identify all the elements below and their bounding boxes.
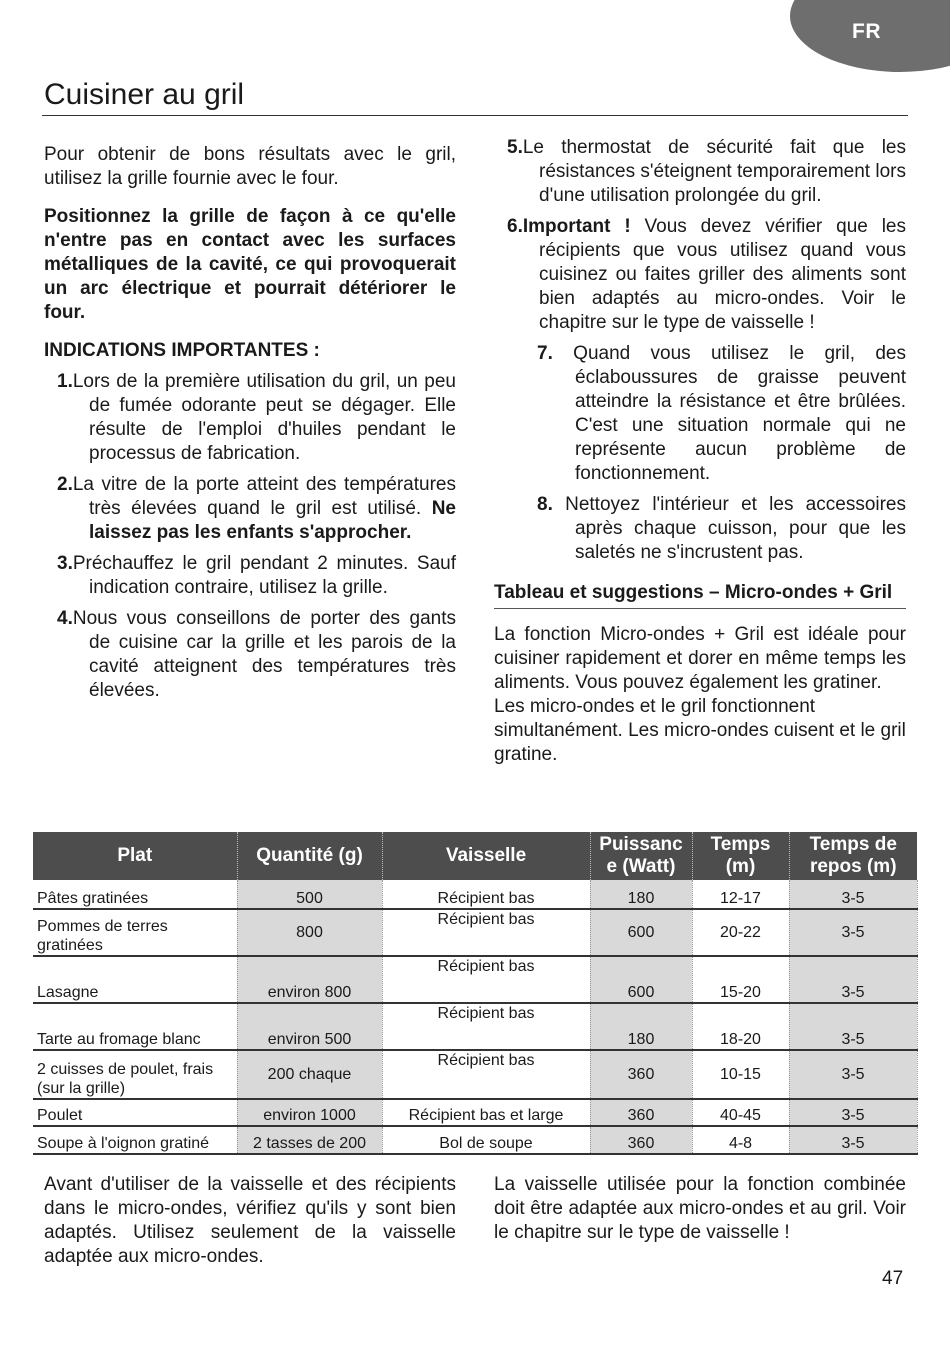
cell-repos: 3-5: [789, 956, 917, 1003]
header-repos: [789, 832, 917, 880]
cell-quantite: environ 800: [237, 956, 382, 1003]
item-bold-text: Ne laissez pas les enfants s'approcher.: [89, 498, 456, 543]
item-number: 5.: [507, 137, 523, 158]
item-text: Vous devez vérifier que les récipients que vous utilisez quand vous cuisinez ou faites griller des aliments sont bien adaptés au micro-ondes. Voir le chapitre sur le type de vaisselle !: [539, 216, 906, 333]
item-text: Quand vous utilisez le gril, des éclaboussures de graisse peuvent atteindre la résistance et être brûlées. C'est une situation normale qui ne représente aucun problème de fonctionnement.: [573, 343, 907, 484]
indications-heading: INDICATIONS IMPORTANTES :: [44, 340, 320, 361]
header-plat: Plat: [33, 832, 237, 880]
item-bold-text: Important !: [522, 216, 631, 237]
list-item-3: [44, 552, 456, 600]
footer-note-right: La vaisselle utilisée pour la fonction combinée doit être adaptée aux micro-ondes et au gril. Voir le chapitre sur le type de vaisselle !: [494, 1174, 906, 1243]
cell-temps: 18-20: [692, 1003, 789, 1050]
cell-repos: 3-5: [789, 880, 917, 909]
cell-vaisselle: Bol de soupe: [382, 1126, 590, 1154]
cell-plat: 2 cuisses de poulet, frais (sur la grille): [33, 1050, 237, 1099]
cell-temps: 12-17: [692, 880, 789, 909]
table-row: [33, 1126, 917, 1154]
item-number: 6.: [507, 216, 523, 237]
header-vaisselle: Vaisselle: [382, 832, 590, 880]
cell-quantite: 2 tasses de 200: [237, 1126, 382, 1154]
cell-quantite: 200 chaque: [237, 1050, 382, 1099]
cell-puissance: 600: [590, 956, 692, 1003]
list-item-6: [494, 215, 906, 335]
cell-vaisselle: Récipient bas: [382, 1003, 590, 1050]
header-repos-line1: Temps de: [809, 834, 897, 855]
cell-vaisselle: Récipient bas: [382, 956, 590, 1003]
cell-puissance: 360: [590, 1050, 692, 1099]
cell-vaisselle: Récipient bas et large: [382, 1099, 590, 1126]
cell-repos: 3-5: [789, 1050, 917, 1099]
combo-paragraph-2: Les micro-ondes et le gril fonctionnent simultanément. Les micro-ondes cuisent et le gril gratine.: [494, 696, 906, 765]
footer-note-left: Avant d'utiliser de la vaisselle et des récipients dans le micro-ondes, vérifiez qu'ils y sont bien adaptés. Utilisez seulement de la vaisselle adaptée aux micro-ondes.: [44, 1174, 456, 1267]
item-number: 3.: [57, 553, 73, 574]
intro-paragraph: Pour obtenir de bons résultats avec le gril, utilisez la grille fournie avec le four.: [44, 144, 456, 189]
header-puissance-line2: e (Watt): [606, 856, 676, 877]
list-item-5: [494, 136, 906, 208]
cell-plat: Tarte au fromage blanc: [33, 1003, 237, 1050]
item-number: 1.: [57, 371, 73, 392]
cooking-table: [33, 832, 918, 1155]
cell-vaisselle: Récipient bas: [382, 1050, 590, 1099]
warning-paragraph: Positionnez la grille de façon à ce qu'elle n'entre pas en contact avec les surfaces métalliques de la cavité, ce qui provoquerait un arc électrique et pourrait détériorer le four.: [44, 206, 456, 323]
language-label: FR: [852, 20, 881, 43]
cell-quantite: 800: [237, 909, 382, 956]
page-title: Cuisiner au gril: [44, 78, 245, 111]
cell-repos: 3-5: [789, 1099, 917, 1126]
item-number: 4.: [57, 608, 73, 629]
table-row: [33, 956, 917, 1003]
cell-repos: 3-5: [789, 1126, 917, 1154]
item-text: La vitre de la porte atteint des températures très élevées quand le gril est utilisé.: [72, 474, 456, 519]
cell-plat: Lasagne: [33, 956, 237, 1003]
header-puissance-line1: Puissanc: [599, 834, 683, 855]
item-text: Lors de la première utilisation du gril, un peu de fumée odorante peut se dégager. Elle résulte de l'emploi d'huiles pendant le processus de fabrication.: [72, 371, 456, 464]
table-header-row: [33, 832, 917, 880]
right-column: [494, 136, 906, 767]
item-number: 8.: [537, 494, 553, 515]
header-temps-line1: Temps: [710, 834, 771, 855]
header-quantite: Quantité (g): [237, 832, 382, 880]
cell-temps: 10-15: [692, 1050, 789, 1099]
table-row: [33, 1099, 917, 1126]
cell-temps: 20-22: [692, 909, 789, 956]
header-puissance: [590, 832, 692, 880]
cell-vaisselle: Récipient bas: [382, 880, 590, 909]
table-row: [33, 909, 917, 956]
cell-plat: Pâtes gratinées: [33, 880, 237, 909]
combo-paragraph-1: La fonction Micro-ondes + Gril est idéale pour cuisiner rapidement et dorer en même temps les aliments. Vous pouvez également les gratiner.: [494, 624, 906, 693]
cell-quantite: environ 500: [237, 1003, 382, 1050]
table-section-heading: Tableau et suggestions – Micro-ondes + Gril: [494, 581, 906, 609]
item-number: 2.: [57, 474, 73, 495]
item-text: Le thermostat de sécurité fait que les résistances s'éteignent temporairement lors d'une utilisation prolongée du gril.: [522, 137, 906, 206]
item-text: Nous vous conseillons de porter des gants de cuisine car la grille et les parois de la cavité atteignent des températures très élevées.: [72, 608, 456, 701]
item-number: 7.: [537, 343, 553, 364]
cell-temps: 15-20: [692, 956, 789, 1003]
cell-plat: Poulet: [33, 1099, 237, 1126]
cell-puissance: 360: [590, 1126, 692, 1154]
cell-temps: 40-45: [692, 1099, 789, 1126]
title-divider: [42, 115, 908, 116]
cell-quantite: 500: [237, 880, 382, 909]
cell-puissance: 360: [590, 1099, 692, 1126]
cell-repos: 3-5: [789, 909, 917, 956]
cell-puissance: 180: [590, 880, 692, 909]
cell-temps: 4-8: [692, 1126, 789, 1154]
header-temps-line2: (m): [725, 856, 756, 877]
list-item-1: [44, 370, 456, 466]
header-temps: [692, 832, 789, 880]
list-item-7: [494, 342, 906, 486]
page-number: 47: [882, 1268, 904, 1289]
item-text: Préchauffez le gril pendant 2 minutes. Sauf indication contraire, utilisez la grille.: [72, 553, 456, 598]
list-item-4: [44, 607, 456, 703]
list-item-8: [494, 493, 906, 565]
table-row: [33, 1050, 917, 1099]
table-row: [33, 1003, 917, 1050]
cell-quantite: environ 1000: [237, 1099, 382, 1126]
table-row: [33, 880, 917, 909]
cell-plat: Soupe à l'oignon gratiné: [33, 1126, 237, 1154]
item-text: Nettoyez l'intérieur et les accessoires après chaque cuisson, pour que les saletés ne s'incrustent pas.: [565, 494, 906, 563]
list-item-2: [44, 473, 456, 545]
cell-repos: 3-5: [789, 1003, 917, 1050]
cell-vaisselle: Récipient bas: [382, 909, 590, 956]
cell-plat: Pommes de terres gratinées: [33, 909, 237, 956]
header-repos-line2: repos (m): [809, 856, 897, 877]
cell-puissance: 600: [590, 909, 692, 956]
cell-puissance: 180: [590, 1003, 692, 1050]
left-column: [44, 143, 456, 703]
